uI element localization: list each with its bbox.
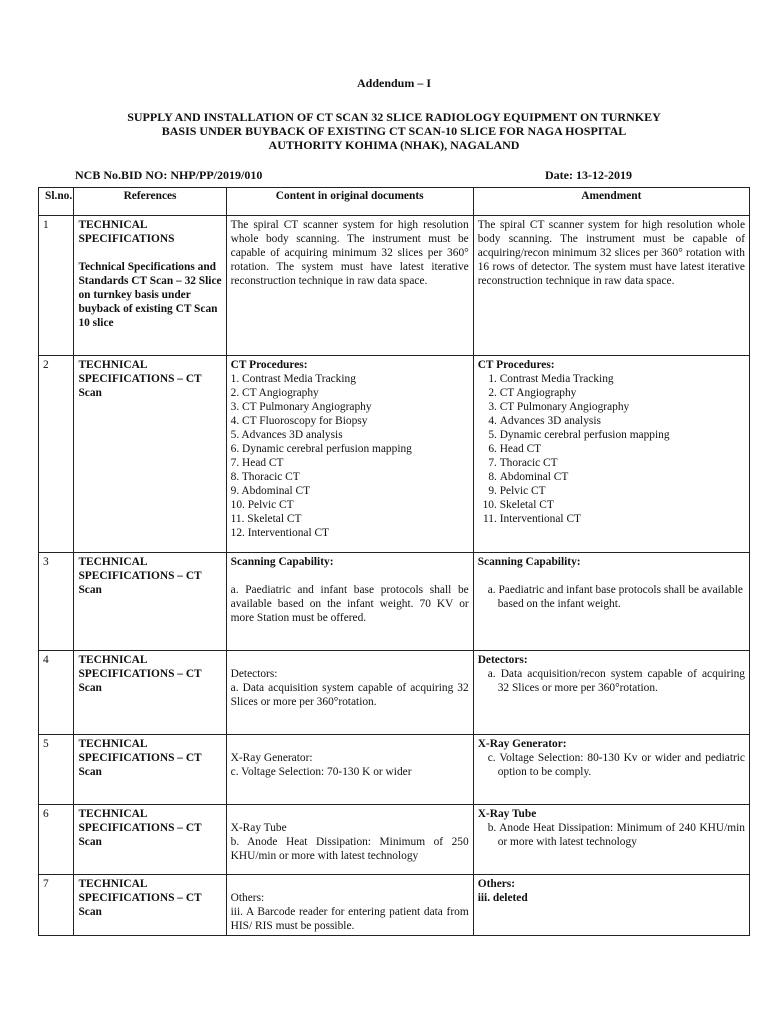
original-text: c. Voltage Selection: 70-130 K or wider — [230, 766, 412, 778]
row-sl-no: 4 — [39, 651, 74, 735]
original-content — [226, 553, 473, 651]
bid-number: NCB No.BID NO: NHP/PP/2019/010 — [75, 168, 263, 182]
original-content — [226, 356, 473, 553]
table-row — [39, 805, 750, 875]
amendment-list — [478, 372, 745, 526]
row-reference: TECHNICAL SPECIFICATIONS – CT Scan — [74, 553, 226, 651]
header-amendment: Amendment — [473, 188, 749, 216]
meta-row — [38, 168, 750, 184]
header-sl-no: Sl.no. — [39, 188, 74, 216]
header-references: References — [74, 188, 226, 216]
list-item: 10. Pelvic CT — [230, 499, 294, 511]
amendment-content — [473, 875, 749, 936]
original-section-title: CT Procedures: — [230, 359, 308, 371]
row-reference: TECHNICAL SPECIFICATIONS – CT Scan — [74, 875, 226, 936]
list-item: 6. Head CT — [500, 442, 745, 456]
list-item: 11. Interventional CT — [500, 512, 745, 526]
original-text: a. Paediatric and infant base protocols shall be available based on the infant weight. 70 KV or more Station must be offered. — [230, 584, 469, 624]
table-row — [39, 735, 750, 805]
original-content — [226, 651, 473, 735]
row-sl-no: 1 — [39, 216, 74, 356]
list-item: 7. Thoracic CT — [500, 456, 745, 470]
list-item: 12. Interventional CT — [230, 527, 330, 539]
table-header-row — [39, 188, 750, 216]
list-item: 9. Pelvic CT — [500, 484, 745, 498]
addendum-title: Addendum – I — [356, 76, 432, 90]
heading-line-3: AUTHORITY KOHIMA (NHAK), NAGALAND — [268, 138, 520, 152]
amendment-section-title: Detectors: — [477, 654, 528, 666]
amendment-content — [473, 735, 749, 805]
list-item: 5. Dynamic cerebral perfusion mapping — [500, 428, 745, 442]
original-text: iii. A Barcode reader for entering patient data from HIS/ RIS must be possible. — [230, 906, 469, 932]
list-item: 4. Advances 3D analysis — [500, 414, 745, 428]
amendment-section-title: Scanning Capability: — [477, 556, 581, 568]
table-row — [39, 356, 750, 553]
amendment-content — [473, 651, 749, 735]
amendment-text: iii. deleted — [477, 892, 528, 904]
amendment-content — [473, 356, 749, 553]
amendment-text: a. Paediatric and infant base protocols shall be available based on the infant weight. — [487, 584, 743, 610]
list-item: 1. Contrast Media Tracking — [500, 372, 745, 386]
list-item: 8. Thoracic CT — [230, 471, 300, 483]
amendment-content: The spiral CT scanner system for high resolution whole body scanning. The instrument must be capable of acquiring/recon minimum 32 slices per 360° rotation with 16 rows of detector. The system must have latest iterative reconstruction technique in raw data space. — [473, 216, 749, 356]
list-item: 7. Head CT — [230, 457, 284, 469]
original-section-title: Others: — [230, 892, 265, 904]
list-item: 2. CT Angiography — [230, 387, 319, 399]
table-row — [39, 875, 750, 936]
document-heading — [38, 110, 750, 152]
list-item: 9. Abdominal CT — [230, 485, 311, 497]
row-sl-no: 2 — [39, 356, 74, 553]
original-content — [226, 875, 473, 936]
table-row — [39, 651, 750, 735]
row-sl-no: 5 — [39, 735, 74, 805]
amendment-section-title: X-Ray Tube — [477, 808, 537, 820]
row-reference: TECHNICAL SPECIFICATIONS – CT Scan — [74, 356, 226, 553]
document-date: Date: 13-12-2019 — [545, 168, 632, 182]
amendment-content — [473, 553, 749, 651]
list-item: 3. CT Pulmonary Angiography — [500, 400, 745, 414]
original-section-title: Scanning Capability: — [230, 556, 334, 568]
list-item: 10. Skeletal CT — [500, 498, 745, 512]
list-item: 1. Contrast Media Tracking — [230, 373, 356, 385]
list-item: 11. Skeletal CT — [230, 513, 302, 525]
list-item: 2. CT Angiography — [500, 386, 745, 400]
addendum-table — [38, 187, 750, 936]
list-item: 6. Dynamic cerebral perfusion mapping — [230, 443, 412, 455]
amendment-section-title: X-Ray Generator: — [477, 738, 567, 750]
list-item: 5. Advances 3D analysis — [230, 429, 343, 441]
list-item: 8. Abdominal CT — [500, 470, 745, 484]
heading-line-1: SUPPLY AND INSTALLATION OF CT SCAN 32 SLICE RADIOLOGY EQUIPMENT ON TURNKEY — [127, 110, 661, 124]
amendment-content — [473, 805, 749, 875]
original-section-title: X-Ray Generator: — [230, 752, 313, 764]
reference-sub: Technical Specifications and Standards CT Scan – 32 Slice on turnkey basis under buyback of existing CT Scan 10 slice — [78, 261, 222, 329]
heading-line-2: BASIS UNDER BUYBACK OF EXISTING CT SCAN-10 SLICE FOR NAGA HOSPITAL — [161, 124, 627, 138]
original-content — [226, 735, 473, 805]
amendment-text: a. Data acquisition/recon system capable of acquiring 32 Slices or more per 360°rotation. — [487, 668, 745, 694]
list-item: 4. CT Fluoroscopy for Biopsy — [230, 415, 368, 427]
row-sl-no: 7 — [39, 875, 74, 936]
amendment-section-title: Others: — [477, 878, 516, 890]
original-content — [226, 805, 473, 875]
header-original-content: Content in original documents — [226, 188, 473, 216]
table-row — [39, 216, 750, 356]
list-item: 3. CT Pulmonary Angiography — [230, 401, 372, 413]
original-text: a. Data acquisition system capable of acquiring 32 Slices or more per 360°rotation. — [230, 682, 469, 708]
row-reference: TECHNICAL SPECIFICATIONS – CT Scan — [74, 735, 226, 805]
row-sl-no: 6 — [39, 805, 74, 875]
table-row — [39, 553, 750, 651]
row-reference: TECHNICAL SPECIFICATIONS – CT Scan — [74, 805, 226, 875]
amendment-text: c. Voltage Selection: 80-130 Kv or wider and pediatric option to be comply. — [487, 752, 745, 778]
amendment-section-title: CT Procedures: — [477, 359, 555, 371]
reference-main: TECHNICAL SPECIFICATIONS — [78, 219, 175, 245]
row-reference — [74, 216, 226, 356]
original-section-title: X-Ray Tube — [230, 822, 287, 834]
row-reference: TECHNICAL SPECIFICATIONS – CT Scan — [74, 651, 226, 735]
original-text: b. Anode Heat Dissipation: Minimum of 250 KHU/min or more with latest technology — [230, 836, 469, 862]
original-content: The spiral CT scanner system for high resolution whole body scanning. The instrument must be capable of acquiring minimum 32 slices per 360° rotation. The system must have latest iterative reconstruction technique in raw data space. — [226, 216, 473, 356]
row-sl-no: 3 — [39, 553, 74, 651]
amendment-text: b. Anode Heat Dissipation: Minimum of 240 KHU/min or more with latest technology — [487, 822, 745, 848]
document-page — [38, 76, 750, 932]
original-section-title: Detectors: — [230, 668, 278, 680]
